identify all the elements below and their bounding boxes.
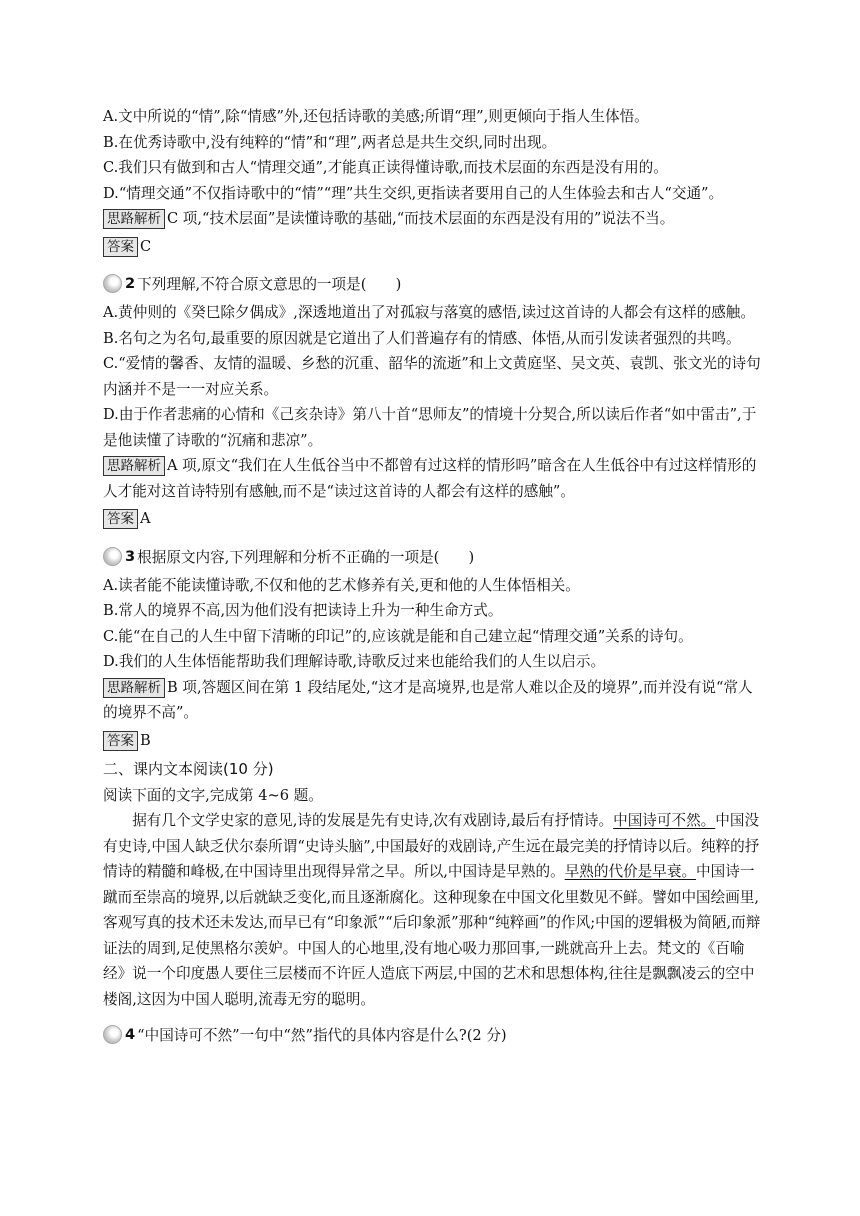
q2-analysis-text: A 项,原文“我们在人生低谷当中不都曾有过这样的情形吗”暗含在人生低谷中有过这样情形的人才能对这首诗特别有感触,而不是“读过这首诗的人都会有这样的感触”。 (103, 457, 757, 500)
q2-header (103, 273, 763, 294)
q3-stem: 根据原文内容,下列理解和分析不正确的一项是( ) (137, 548, 475, 566)
q3-header (103, 546, 763, 567)
q1-option-b: B.在优秀诗歌中,没有纯粹的“情”和“理”,两者总是共生交织,同时出现。 (103, 133, 557, 151)
section-2-title: 二、课内文本阅读(10 分) (103, 760, 274, 778)
q3-option-d: D.我们的人生体悟能帮助我们理解诗歌,诗歌反过来也能给我们的人生以启示。 (103, 653, 606, 670)
q1-analysis (103, 206, 763, 232)
q2-analysis (103, 453, 763, 504)
passage-part-3: 中国诗一蹴而至崇高的境界,以后就缺乏变化,而且逐渐腐化。这种现象在中国文化里数见不鲜。譬如中国绘画里,客观写真的技术还未发达,而早已有“印象派”“后印象派”那种“纯粹画”的作风;中国的逻辑极为简陋,而辩证法的周到,足使黑格尔羡妒。中国人的心地里,没有地心吸力那回事,一跳就高升上去。梵文的《百喻经》说一个印度愚人要住三层楼而不许匠人造底下两层,中国的艺术和思想体构,往往是飘飘凌云的空中楼阁,这因为中国人聪明,流毒无穷的聪明。 (103, 863, 761, 1008)
passage-part-2: 中国没有史诗,中国人缺乏伏尔泰所谓“史诗头脑”,中国最好的戏剧诗,产生远在最完美的抒情诗以后。纯粹的抒情诗的精髓和峰极,在中国诗里出现得异常之早。所以,中国诗是早熟的。 (103, 812, 760, 880)
question-1-block (103, 104, 763, 259)
q1-option-d: D.“情理交通”不仅指诗歌中的“情”“理”共生交织,更指读者要用自己的人生体验去和古人“交通”。 (103, 184, 724, 202)
q4-number: 4 (125, 1026, 136, 1043)
passage-underline-2: 早熟的代价是早衰。 (564, 863, 697, 880)
q4-header (103, 1024, 763, 1045)
question-bullet-icon (103, 274, 122, 293)
q2-number: 2 (125, 275, 136, 292)
q2-stem: 下列理解,不符合原文意思的一项是( ) (137, 276, 402, 293)
worksheet-page (103, 104, 763, 1051)
question-2-block (103, 273, 763, 532)
analysis-label: 思路解析 (103, 456, 165, 476)
q3-analysis-text: B 项,答题区间在第 1 段结尾处,“这才是高境界,也是常人难以企及的境界”,而并没有说“常人的境界不高”。 (103, 678, 753, 721)
q1-analysis-text: C 项,“技术层面”是读懂诗歌的基础,“而技术层面的东西是没有用的”说法不当。 (167, 210, 675, 227)
question-bullet-icon (103, 1025, 122, 1044)
q3-option-b: B.常人的境界不高,因为他们没有把读诗上升为一种生命方式。 (103, 602, 503, 619)
q3-answer-value: B (140, 731, 151, 749)
q2-option-c: C.“爱情的馨香、友情的温暖、乡愁的沉重、韶华的流逝”和上文黄庭坚、吴文英、袁凯、张文光的诗句内涵并不是一一对应关系。 (103, 355, 761, 398)
reading-passage (103, 808, 763, 1012)
section-2-instruction: 阅读下面的文字,完成第 4~6 题。 (103, 786, 323, 804)
q1-answer (103, 234, 763, 260)
question-bullet-icon (103, 547, 122, 566)
q3-analysis (103, 675, 763, 726)
passage-part-1: 据有几个文学史家的意见,诗的发展是先有史诗,次有戏剧诗,最后有抒情诗。 (132, 812, 614, 829)
q2-option-d: D.由于作者悲痛的心情和《己亥杂诗》第八十首“思师友”的情境十分契合,所以读后作者“如中雷击”,于是他读懂了诗歌的“沉痛和悲凉”。 (103, 406, 757, 449)
q2-answer (103, 506, 763, 532)
q4-stem: “中国诗可不然”一句中“然”指代的具体内容是什么?(2 分) (137, 1027, 507, 1044)
q3-number: 3 (125, 547, 136, 565)
q2-option-a: A.黄仲则的《癸巳除夕偶成》,深透地道出了对孤寂与落寞的感悟,读过这首诗的人都会有这样的感触。 (103, 304, 755, 321)
answer-label: 答案 (103, 237, 138, 257)
q3-option-a: A.读者能不能读懂诗歌,不仅和他的艺术修养有关,更和他的人生体悟相关。 (103, 576, 580, 594)
passage-underline-1: 中国诗可不然。 (613, 812, 716, 829)
answer-label: 答案 (103, 509, 138, 529)
q3-answer (103, 728, 763, 754)
analysis-label: 思路解析 (103, 209, 165, 229)
answer-label: 答案 (103, 731, 138, 751)
q1-option-c: C.我们只有做到和古人“情理交通”,才能真正读得懂诗歌,而技术层面的东西是没有用的。 (103, 159, 668, 176)
question-3-block (103, 546, 763, 754)
section-2-block (103, 757, 763, 1012)
analysis-label: 思路解析 (103, 678, 165, 698)
q3-option-c: C.能“在自己的人生中留下清晰的印记”的,应该就是能和自己建立起“情理交通”关系的诗句。 (103, 627, 693, 645)
q2-answer-value: A (140, 510, 151, 527)
q1-option-a: A.文中所说的“情”,除“情感”外,还包括诗歌的美感;所谓“理”,则更倾向于指人生体悟。 (103, 108, 649, 125)
q1-answer-value: C (140, 237, 152, 255)
q2-option-b: B.名句之为名句,最重要的原因就是它道出了人们普遍存有的情感、体悟,从而引发读者强烈的共鸣。 (103, 329, 741, 347)
